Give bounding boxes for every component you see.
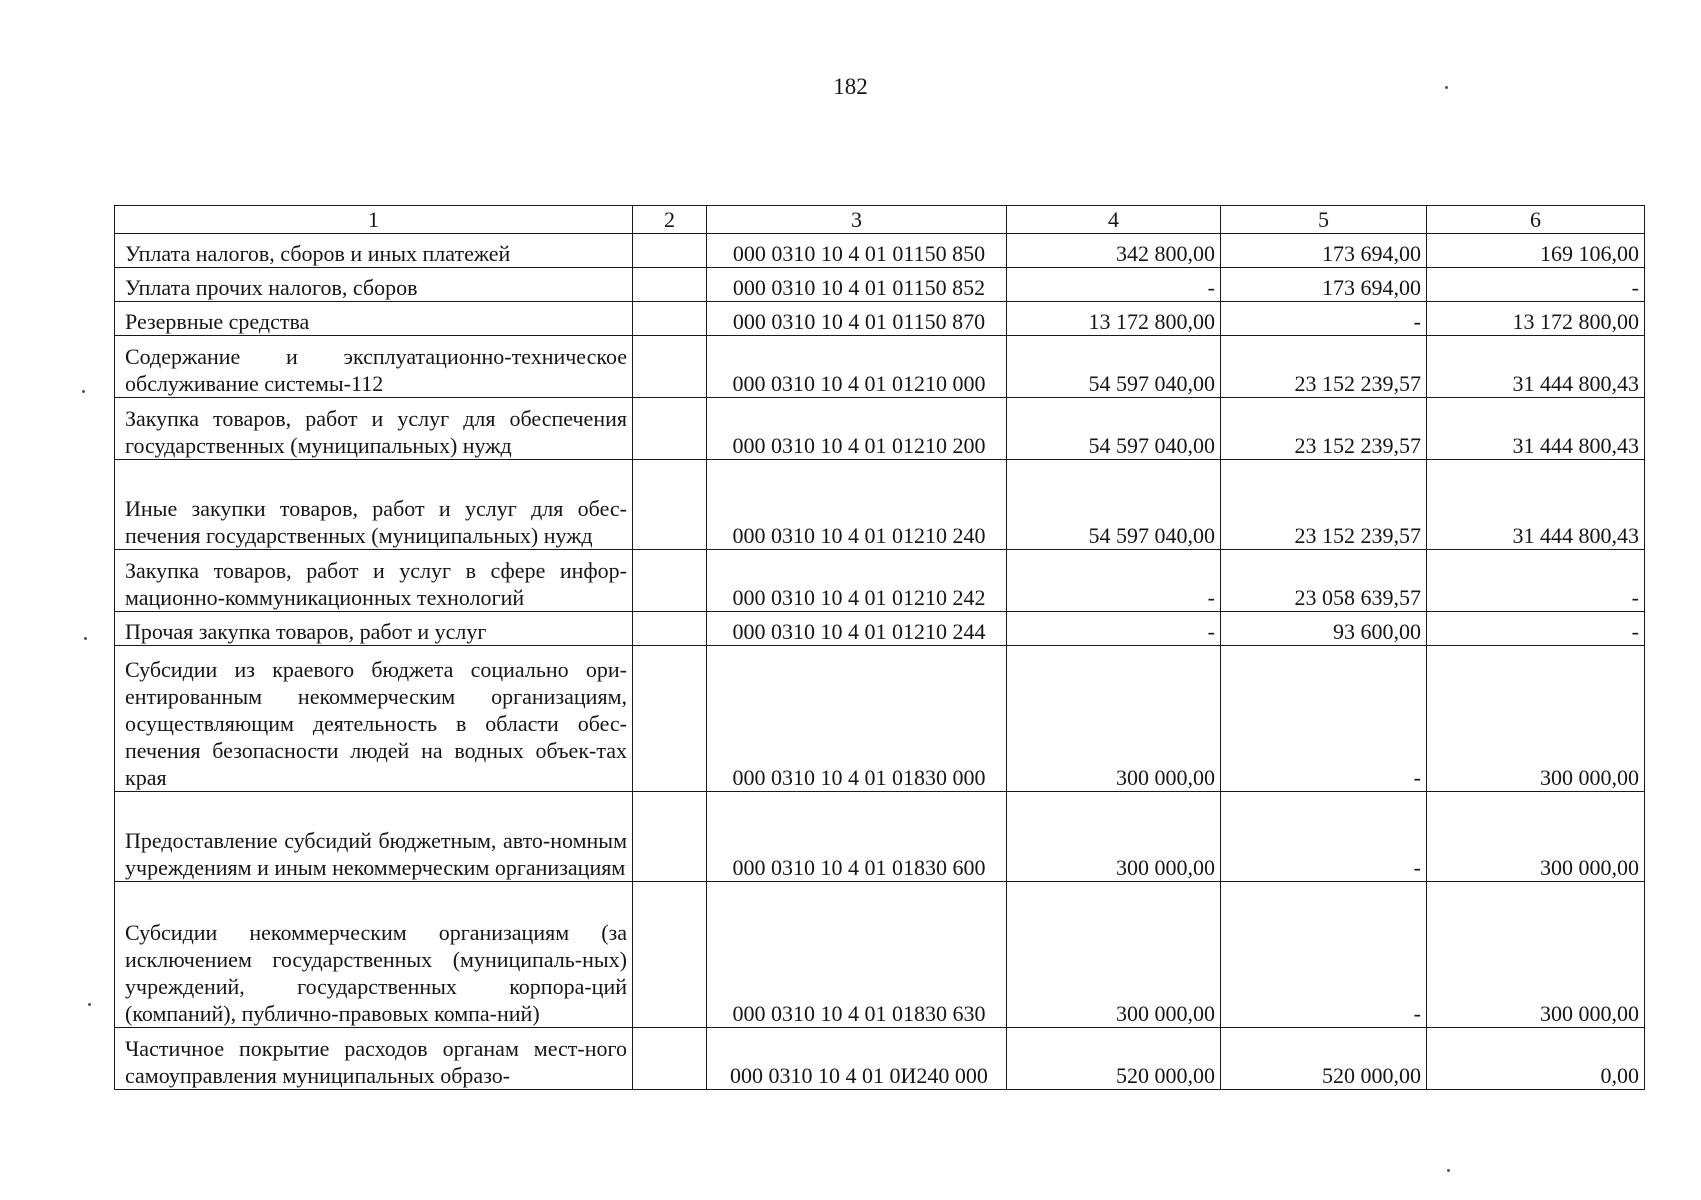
row-name: Закупка товаров, работ и услуг для обеспечения государственных (муниципальных) нужд: [115, 398, 633, 460]
row-value-5: -: [1221, 792, 1427, 882]
table-row: [115, 882, 1645, 1028]
row-value-5: 173 694,00: [1221, 234, 1427, 268]
row-value-4: -: [1007, 268, 1221, 302]
table-row: [115, 792, 1645, 882]
table-row: [115, 302, 1645, 336]
row-value-5: -: [1221, 646, 1427, 792]
row-code: 000 0310 10 4 01 01210 244: [707, 612, 1007, 646]
row-name: Содержание и эксплуатационно-техническое обслуживание системы-112: [115, 336, 633, 398]
row-code: 000 0310 10 4 01 01210 240: [707, 460, 1007, 550]
row-code: 000 0310 10 4 01 01210 242: [707, 550, 1007, 612]
row-value-4: 342 800,00: [1007, 234, 1221, 268]
row-value-5: 93 600,00: [1221, 612, 1427, 646]
table-row: [115, 550, 1645, 612]
table-row: [115, 612, 1645, 646]
row-col2: [633, 646, 707, 792]
row-value-4: 300 000,00: [1007, 646, 1221, 792]
row-value-4: 300 000,00: [1007, 792, 1221, 882]
row-value-6: -: [1427, 268, 1645, 302]
header-col-6: 6: [1427, 206, 1645, 234]
row-value-5: -: [1221, 302, 1427, 336]
scan-speck: [84, 637, 87, 640]
row-name: Иные закупки товаров, работ и услуг для обес-печения государственных (муниципальных) нужд: [115, 460, 633, 550]
row-col2: [633, 268, 707, 302]
row-value-4: 54 597 040,00: [1007, 398, 1221, 460]
row-value-6: -: [1427, 612, 1645, 646]
row-col2: [633, 550, 707, 612]
table-row: [115, 234, 1645, 268]
row-code: 000 0310 10 4 01 01210 000: [707, 336, 1007, 398]
row-code: 000 0310 10 4 01 01830 630: [707, 882, 1007, 1028]
row-code: 000 0310 10 4 01 0И240 000: [707, 1028, 1007, 1090]
row-value-5: 173 694,00: [1221, 268, 1427, 302]
scan-speck: [1445, 86, 1448, 89]
row-value-6: 31 444 800,43: [1427, 398, 1645, 460]
row-col2: [633, 302, 707, 336]
row-code: 000 0310 10 4 01 01150 852: [707, 268, 1007, 302]
row-col2: [633, 234, 707, 268]
table-row: [115, 398, 1645, 460]
row-code: 000 0310 10 4 01 01210 200: [707, 398, 1007, 460]
row-value-6: 31 444 800,43: [1427, 460, 1645, 550]
row-value-4: 54 597 040,00: [1007, 336, 1221, 398]
row-code: 000 0310 10 4 01 01150 870: [707, 302, 1007, 336]
row-value-4: 300 000,00: [1007, 882, 1221, 1028]
row-name: Уплата налогов, сборов и иных платежей: [115, 234, 633, 268]
row-col2: [633, 336, 707, 398]
scan-speck: [82, 390, 85, 393]
row-value-5: 23 152 239,57: [1221, 398, 1427, 460]
header-col-5: 5: [1221, 206, 1427, 234]
row-name: Прочая закупка товаров, работ и услуг: [115, 612, 633, 646]
row-col2: [633, 882, 707, 1028]
row-value-5: 23 058 639,57: [1221, 550, 1427, 612]
row-name: Закупка товаров, работ и услуг в сфере инфор-мационно-коммуникационных технологий: [115, 550, 633, 612]
row-value-6: -: [1427, 550, 1645, 612]
scan-speck: [1447, 1169, 1450, 1172]
row-value-4: -: [1007, 550, 1221, 612]
table-row: [115, 1028, 1645, 1090]
row-value-6: 169 106,00: [1427, 234, 1645, 268]
header-col-1: 1: [115, 206, 633, 234]
row-code: 000 0310 10 4 01 01150 850: [707, 234, 1007, 268]
row-value-6: 300 000,00: [1427, 882, 1645, 1028]
table-row: [115, 268, 1645, 302]
row-name: Частичное покрытие расходов органам мест-ного самоуправления муниципальных образо-: [115, 1028, 633, 1090]
table-row: [115, 646, 1645, 792]
row-value-4: 13 172 800,00: [1007, 302, 1221, 336]
row-value-6: 300 000,00: [1427, 792, 1645, 882]
row-name: Предоставление субсидий бюджетным, авто-номным учреждениям и иным некоммерческим организациям: [115, 792, 633, 882]
header-col-2: 2: [633, 206, 707, 234]
row-value-5: 520 000,00: [1221, 1028, 1427, 1090]
row-value-5: 23 152 239,57: [1221, 460, 1427, 550]
row-value-6: 0,00: [1427, 1028, 1645, 1090]
table-row: [115, 336, 1645, 398]
row-col2: [633, 1028, 707, 1090]
row-value-6: 13 172 800,00: [1427, 302, 1645, 336]
header-col-3: 3: [707, 206, 1007, 234]
header-col-4: 4: [1007, 206, 1221, 234]
budget-table: [114, 205, 1645, 1090]
row-col2: [633, 792, 707, 882]
row-name: Субсидии некоммерческим организациям (за исключением государственных (муниципаль-ных) учреждений, государственных корпора-ций (компаний), публично-правовых компа-ний): [115, 882, 633, 1028]
row-value-4: 54 597 040,00: [1007, 460, 1221, 550]
row-value-4: -: [1007, 612, 1221, 646]
row-name: Уплата прочих налогов, сборов: [115, 268, 633, 302]
row-code: 000 0310 10 4 01 01830 000: [707, 646, 1007, 792]
row-value-5: 23 152 239,57: [1221, 336, 1427, 398]
row-value-5: -: [1221, 882, 1427, 1028]
page-number: 182: [833, 74, 868, 99]
table-row: [115, 460, 1645, 550]
row-name: Субсидии из краевого бюджета социально ори-ентированным некоммерческим организациям, осуществляющим деятельность в области обес-печения безопасности людей на водных объек-тах края: [115, 646, 633, 792]
scan-speck: [88, 1003, 91, 1006]
row-value-4: 520 000,00: [1007, 1028, 1221, 1090]
row-col2: [633, 460, 707, 550]
row-value-6: 31 444 800,43: [1427, 336, 1645, 398]
row-value-6: 300 000,00: [1427, 646, 1645, 792]
table-header-row: [115, 206, 1645, 234]
row-name: Резервные средства: [115, 302, 633, 336]
row-col2: [633, 612, 707, 646]
row-col2: [633, 398, 707, 460]
row-code: 000 0310 10 4 01 01830 600: [707, 792, 1007, 882]
